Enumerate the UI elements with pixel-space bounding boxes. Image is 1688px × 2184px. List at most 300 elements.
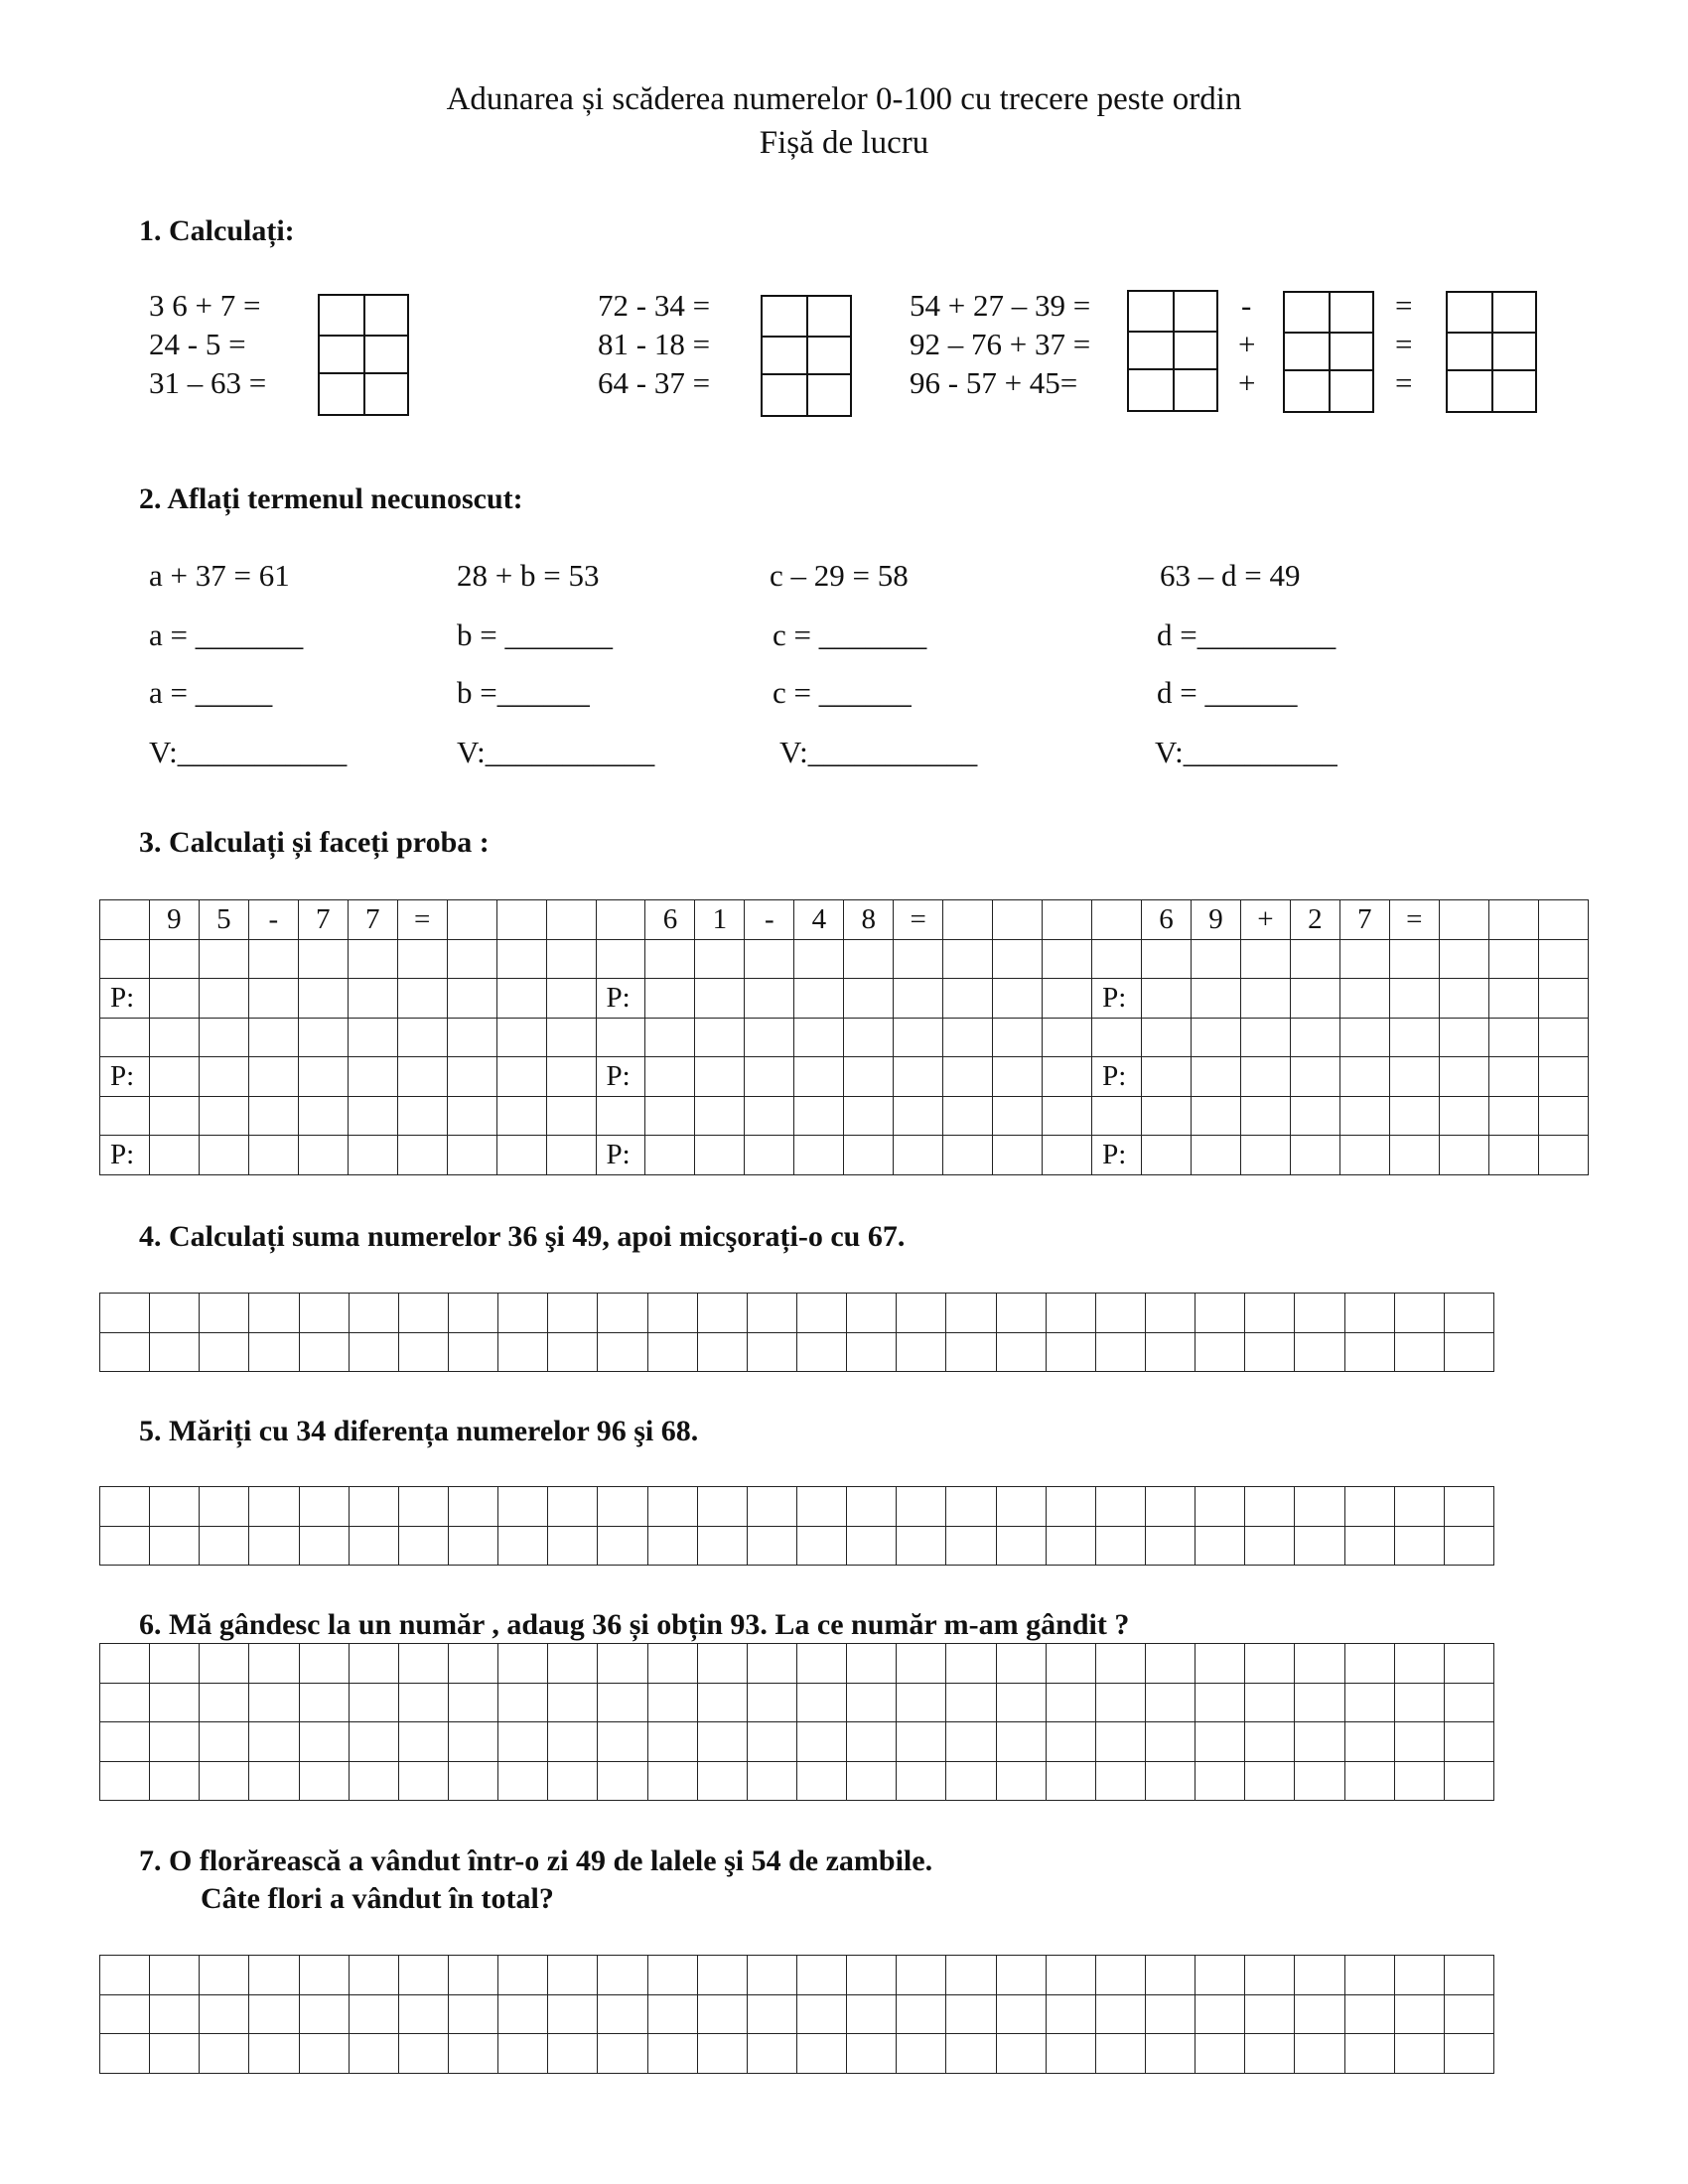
grid-cell[interactable]: 6	[645, 900, 695, 940]
grid-cell[interactable]	[1245, 1526, 1295, 1566]
grid-cell[interactable]	[200, 1294, 249, 1333]
grid-cell[interactable]	[1095, 1332, 1145, 1372]
grid-cell[interactable]	[1290, 979, 1339, 1019]
grid-cell[interactable]	[847, 1487, 897, 1527]
grid-cell[interactable]	[1444, 1487, 1493, 1527]
answer-line[interactable]: a = _______	[149, 617, 304, 652]
grid-cell[interactable]	[447, 979, 496, 1019]
grid-cell[interactable]	[448, 1487, 497, 1527]
grid-cell[interactable]	[897, 1683, 946, 1722]
grid-cell[interactable]	[598, 1294, 647, 1333]
grid-cell[interactable]	[1394, 1956, 1444, 1995]
grid-cell[interactable]	[349, 1994, 398, 2034]
grid-cell[interactable]	[1191, 979, 1240, 1019]
grid-cell[interactable]	[298, 1057, 348, 1097]
grid-cell[interactable]	[796, 1644, 846, 1684]
grid-cell[interactable]	[695, 939, 745, 979]
grid-cell[interactable]	[398, 1487, 448, 1527]
grid-cell[interactable]	[647, 1956, 697, 1995]
grid-cell[interactable]	[1290, 1057, 1339, 1097]
grid-cell[interactable]	[598, 2034, 647, 2074]
grid-cell[interactable]	[745, 1096, 794, 1136]
grid-cell[interactable]: 7	[298, 900, 348, 940]
grid-cell[interactable]	[1046, 2034, 1095, 2074]
grid-cell[interactable]	[398, 1332, 448, 1372]
grid-cell[interactable]	[150, 1722, 200, 1762]
grid-cell[interactable]	[1295, 1294, 1344, 1333]
grid-cell[interactable]	[496, 1136, 546, 1175]
grid-cell[interactable]	[1245, 2034, 1295, 2074]
grid-cell[interactable]	[1488, 979, 1538, 1019]
grid-cell[interactable]	[1196, 1683, 1245, 1722]
grid-cell[interactable]	[897, 1761, 946, 1801]
answer-line[interactable]: b = _______	[457, 617, 613, 652]
grid-cell[interactable]	[200, 1683, 249, 1722]
grid-cell[interactable]	[1488, 1136, 1538, 1175]
grid-cell[interactable]	[1344, 1332, 1394, 1372]
grid-cell[interactable]	[546, 1136, 596, 1175]
grid-cell[interactable]	[1394, 1761, 1444, 1801]
grid-cell[interactable]	[847, 1994, 897, 2034]
grid-cell[interactable]	[349, 1722, 398, 1762]
grid-cell[interactable]	[546, 939, 596, 979]
grid-cell[interactable]	[747, 1294, 796, 1333]
grid-cell[interactable]	[546, 900, 596, 940]
grid-cell[interactable]: 8	[844, 900, 894, 940]
grid-cell[interactable]	[1142, 1057, 1192, 1097]
grid-cell[interactable]: =	[397, 900, 447, 940]
grid-cell[interactable]	[349, 1332, 398, 1372]
grid-cell[interactable]	[1191, 1136, 1240, 1175]
grid-cell[interactable]	[1295, 1644, 1344, 1684]
grid-cell[interactable]	[397, 1018, 447, 1057]
answer-line[interactable]: d = ______	[1157, 675, 1298, 710]
grid-cell[interactable]	[498, 2034, 548, 2074]
grid-cell[interactable]	[249, 1761, 299, 1801]
grid-cell[interactable]	[100, 1096, 150, 1136]
grid-cell[interactable]	[1339, 1096, 1389, 1136]
grid-cell[interactable]	[598, 1683, 647, 1722]
grid-cell[interactable]	[1444, 1761, 1493, 1801]
grid-cell[interactable]	[299, 1294, 349, 1333]
grid-cell[interactable]	[1196, 1761, 1245, 1801]
grid-cell[interactable]	[1240, 1096, 1290, 1136]
grid-cell[interactable]	[149, 1096, 199, 1136]
grid-cell[interactable]	[447, 1018, 496, 1057]
grid-cell[interactable]	[794, 1096, 844, 1136]
grid-cell[interactable]	[1145, 1644, 1195, 1684]
grid-cell[interactable]	[298, 939, 348, 979]
grid-cell[interactable]	[199, 1096, 248, 1136]
grid-cell[interactable]	[149, 1018, 199, 1057]
grid-cell[interactable]	[747, 1644, 796, 1684]
grid-cell[interactable]	[1488, 1018, 1538, 1057]
grid-cell[interactable]	[1339, 939, 1389, 979]
grid-cell[interactable]	[1295, 1994, 1344, 2034]
grid-cell[interactable]	[448, 1526, 497, 1566]
grid-cell[interactable]	[647, 1487, 697, 1527]
grid-cell[interactable]	[1394, 1994, 1444, 2034]
grid-cell[interactable]	[1394, 1332, 1444, 1372]
grid-cell[interactable]	[796, 1761, 846, 1801]
grid-cell[interactable]	[897, 1294, 946, 1333]
grid-cell[interactable]	[897, 1994, 946, 2034]
grid-cell[interactable]	[1344, 1644, 1394, 1684]
grid-cell[interactable]	[993, 1057, 1043, 1097]
grid-cell[interactable]	[1394, 1526, 1444, 1566]
grid-cell[interactable]	[397, 979, 447, 1019]
grid-cell[interactable]	[447, 1057, 496, 1097]
grid-cell[interactable]	[1295, 1526, 1344, 1566]
grid-cell[interactable]	[249, 1956, 299, 1995]
grid-cell[interactable]	[598, 1644, 647, 1684]
grid-cell[interactable]	[996, 1722, 1046, 1762]
grid-cell[interactable]	[847, 1722, 897, 1762]
grid-cell[interactable]	[548, 1722, 598, 1762]
grid-cell[interactable]	[100, 1526, 150, 1566]
grid-cell[interactable]	[1439, 1136, 1488, 1175]
grid-cell[interactable]	[249, 1487, 299, 1527]
grid-cell[interactable]	[548, 2034, 598, 2074]
grid-cell[interactable]	[745, 1018, 794, 1057]
grid-cell[interactable]	[149, 939, 199, 979]
grid-cell[interactable]: -	[248, 900, 298, 940]
grid-cell[interactable]: 9	[1191, 900, 1240, 940]
grid-cell[interactable]	[1444, 1332, 1493, 1372]
grid-cell[interactable]	[1046, 1722, 1095, 1762]
grid-cell[interactable]	[1344, 1294, 1394, 1333]
grid-cell[interactable]	[645, 1018, 695, 1057]
grid-cell[interactable]	[697, 1722, 747, 1762]
answer-box[interactable]	[1446, 291, 1537, 413]
grid-cell[interactable]	[897, 1956, 946, 1995]
grid-cell[interactable]	[1538, 939, 1588, 979]
grid-cell[interactable]	[448, 1644, 497, 1684]
grid-cell[interactable]	[747, 1761, 796, 1801]
grid-cell[interactable]	[598, 1761, 647, 1801]
grid-cell[interactable]: +	[1240, 900, 1290, 940]
grid-cell[interactable]	[100, 1487, 150, 1527]
grid-cell[interactable]	[647, 1994, 697, 2034]
grid-cell[interactable]: 2	[1290, 900, 1339, 940]
grid-cell[interactable]	[695, 1057, 745, 1097]
grid-cell[interactable]	[398, 1526, 448, 1566]
grid-cell[interactable]	[745, 1136, 794, 1175]
grid-cell[interactable]	[596, 1096, 645, 1136]
grid-cell[interactable]	[1145, 1332, 1195, 1372]
grid-cell[interactable]	[349, 2034, 398, 2074]
grid-cell[interactable]	[1240, 1018, 1290, 1057]
grid-cell[interactable]	[398, 1994, 448, 2034]
grid-cell[interactable]	[996, 1487, 1046, 1527]
grid-cell[interactable]	[1538, 979, 1588, 1019]
grid-cell[interactable]	[1389, 939, 1439, 979]
grid-cell[interactable]	[596, 939, 645, 979]
grid-cell[interactable]	[248, 1136, 298, 1175]
answer-box[interactable]	[318, 294, 409, 416]
grid-cell[interactable]	[796, 1994, 846, 2034]
grid-cell[interactable]	[200, 2034, 249, 2074]
grid-cell[interactable]	[1145, 1761, 1195, 1801]
grid-cell[interactable]	[894, 1018, 943, 1057]
grid-cell[interactable]	[1295, 1761, 1344, 1801]
grid-cell[interactable]	[149, 1057, 199, 1097]
grid-cell[interactable]	[498, 1526, 548, 1566]
grid-cell[interactable]	[1092, 1018, 1142, 1057]
grid-cell[interactable]	[894, 1136, 943, 1175]
grid-cell[interactable]	[299, 1683, 349, 1722]
grid-cell[interactable]	[249, 1644, 299, 1684]
grid-cell[interactable]	[496, 1057, 546, 1097]
grid-cell[interactable]	[847, 1332, 897, 1372]
grid-cell[interactable]	[348, 1057, 397, 1097]
grid-cell[interactable]	[946, 1487, 996, 1527]
grid-cell[interactable]	[1488, 1057, 1538, 1097]
grid-cell[interactable]	[1439, 979, 1488, 1019]
grid-cell[interactable]	[1196, 1644, 1245, 1684]
grid-cell[interactable]	[298, 979, 348, 1019]
grid-cell[interactable]	[299, 1526, 349, 1566]
grid-cell[interactable]	[1095, 1956, 1145, 1995]
grid-cell[interactable]	[398, 1722, 448, 1762]
grid-cell[interactable]	[645, 979, 695, 1019]
grid-cell[interactable]	[946, 1722, 996, 1762]
grid-cell[interactable]	[897, 2034, 946, 2074]
grid-cell[interactable]	[1046, 1994, 1095, 2034]
grid-cell[interactable]	[1142, 1018, 1192, 1057]
grid-cell[interactable]	[498, 1956, 548, 1995]
grid-cell[interactable]	[1145, 1722, 1195, 1762]
grid-cell[interactable]	[1196, 1722, 1245, 1762]
grid-cell[interactable]	[548, 1644, 598, 1684]
grid-cell[interactable]	[200, 1761, 249, 1801]
grid-cell[interactable]	[150, 1683, 200, 1722]
grid-cell[interactable]	[1290, 1136, 1339, 1175]
grid-cell[interactable]	[1046, 1956, 1095, 1995]
grid-cell[interactable]	[349, 1526, 398, 1566]
grid-cell[interactable]	[1043, 1096, 1092, 1136]
grid-cell[interactable]	[100, 1332, 150, 1372]
grid-cell[interactable]	[1142, 979, 1192, 1019]
grid-cell[interactable]	[1196, 1332, 1245, 1372]
grid-cell[interactable]	[695, 979, 745, 1019]
grid-cell[interactable]	[249, 1722, 299, 1762]
grid-cell[interactable]	[747, 1332, 796, 1372]
grid-cell[interactable]	[1538, 1057, 1588, 1097]
grid-cell[interactable]	[100, 1294, 150, 1333]
grid-cell[interactable]	[697, 1294, 747, 1333]
grid-cell[interactable]	[249, 1332, 299, 1372]
grid-cell[interactable]	[847, 1644, 897, 1684]
grid-cell[interactable]	[993, 1096, 1043, 1136]
grid-cell[interactable]	[647, 1761, 697, 1801]
grid-cell[interactable]	[100, 1722, 150, 1762]
grid-cell[interactable]	[1095, 2034, 1145, 2074]
grid-cell[interactable]	[1240, 979, 1290, 1019]
grid-cell[interactable]	[645, 1057, 695, 1097]
grid-cell[interactable]	[1092, 900, 1142, 940]
grid-cell[interactable]	[100, 1994, 150, 2034]
grid-cell[interactable]	[796, 1722, 846, 1762]
grid-cell[interactable]	[200, 1644, 249, 1684]
grid-cell[interactable]	[598, 1332, 647, 1372]
grid-cell[interactable]: 4	[794, 900, 844, 940]
grid-cell[interactable]	[448, 1994, 497, 2034]
grid-cell[interactable]	[448, 1956, 497, 1995]
grid-cell[interactable]	[200, 1994, 249, 2034]
grid-cell[interactable]	[298, 1136, 348, 1175]
grid-cell[interactable]	[943, 979, 993, 1019]
grid-cell[interactable]	[647, 1722, 697, 1762]
grid-cell[interactable]	[1444, 2034, 1493, 2074]
grid-cell[interactable]	[1394, 2034, 1444, 2074]
grid-cell[interactable]	[1389, 1096, 1439, 1136]
grid-cell[interactable]	[1394, 1487, 1444, 1527]
grid-cell[interactable]	[847, 1526, 897, 1566]
grid-cell[interactable]	[299, 2034, 349, 2074]
grid-cell[interactable]	[448, 2034, 497, 2074]
grid-cell[interactable]	[946, 1956, 996, 1995]
grid-cell[interactable]	[897, 1487, 946, 1527]
grid-cell[interactable]	[697, 1761, 747, 1801]
grid-cell[interactable]	[1394, 1683, 1444, 1722]
grid-cell[interactable]	[150, 1526, 200, 1566]
grid-cell[interactable]	[100, 1018, 150, 1057]
grid-cell[interactable]	[1046, 1526, 1095, 1566]
grid-cell[interactable]	[645, 1096, 695, 1136]
grid-cell[interactable]	[150, 1956, 200, 1995]
grid-cell[interactable]: 6	[1142, 900, 1192, 940]
grid-cell[interactable]	[794, 1057, 844, 1097]
grid-cell[interactable]	[397, 939, 447, 979]
grid-cell[interactable]	[847, 1294, 897, 1333]
grid-cell[interactable]	[1439, 1018, 1488, 1057]
grid-cell[interactable]	[199, 1057, 248, 1097]
grid-cell[interactable]	[348, 979, 397, 1019]
grid-cell[interactable]	[299, 1487, 349, 1527]
grid-cell[interactable]	[1339, 979, 1389, 1019]
grid-cell[interactable]	[996, 1294, 1046, 1333]
grid-cell[interactable]	[697, 1994, 747, 2034]
grid-cell[interactable]	[448, 1294, 497, 1333]
grid-cell[interactable]	[946, 1526, 996, 1566]
grid-cell[interactable]	[1439, 939, 1488, 979]
grid-cell[interactable]	[897, 1526, 946, 1566]
grid-cell[interactable]	[100, 1956, 150, 1995]
grid-cell[interactable]	[996, 1956, 1046, 1995]
grid-cell[interactable]	[1145, 1526, 1195, 1566]
grid-cell[interactable]	[200, 1332, 249, 1372]
grid-cell[interactable]	[1145, 1683, 1195, 1722]
grid-cell[interactable]	[1344, 1683, 1394, 1722]
grid-cell[interactable]	[398, 1683, 448, 1722]
grid-cell[interactable]	[993, 900, 1043, 940]
grid-cell[interactable]	[844, 1136, 894, 1175]
grid-cell[interactable]	[993, 1018, 1043, 1057]
grid-cell[interactable]	[1394, 1722, 1444, 1762]
grid-cell[interactable]	[598, 1487, 647, 1527]
grid-cell[interactable]	[747, 1487, 796, 1527]
answer-line[interactable]: c = ______	[773, 675, 912, 710]
grid-cell[interactable]	[298, 1096, 348, 1136]
grid-cell[interactable]	[695, 1018, 745, 1057]
grid-cell[interactable]	[844, 979, 894, 1019]
grid-cell[interactable]	[348, 1096, 397, 1136]
grid-cell[interactable]	[548, 1956, 598, 1995]
grid-cell[interactable]	[546, 1096, 596, 1136]
grid-cell[interactable]	[1196, 1994, 1245, 2034]
grid-cell[interactable]	[447, 1136, 496, 1175]
grid-cell[interactable]	[1245, 1956, 1295, 1995]
grid-cell[interactable]	[1344, 1487, 1394, 1527]
grid-cell[interactable]	[1095, 1722, 1145, 1762]
grid-cell[interactable]	[796, 1294, 846, 1333]
grid-cell[interactable]	[348, 939, 397, 979]
grid-cell[interactable]	[1344, 1956, 1394, 1995]
grid-cell[interactable]	[996, 1526, 1046, 1566]
grid-cell[interactable]	[1191, 1096, 1240, 1136]
grid-cell[interactable]	[1095, 1683, 1145, 1722]
grid-cell[interactable]	[1344, 1722, 1394, 1762]
grid-cell[interactable]	[794, 1136, 844, 1175]
grid-cell[interactable]	[1142, 939, 1192, 979]
grid-cell[interactable]	[844, 1057, 894, 1097]
grid-cell[interactable]	[1444, 1526, 1493, 1566]
grid-cell[interactable]	[150, 1332, 200, 1372]
grid-cell[interactable]	[149, 979, 199, 1019]
grid-cell[interactable]	[150, 1487, 200, 1527]
grid-cell[interactable]	[498, 1294, 548, 1333]
grid-cell[interactable]	[1444, 1683, 1493, 1722]
grid-cell[interactable]	[1295, 1956, 1344, 1995]
grid-cell[interactable]	[996, 1994, 1046, 2034]
grid-cell[interactable]	[598, 1956, 647, 1995]
grid-cell[interactable]	[1488, 1096, 1538, 1136]
grid-cell[interactable]	[1095, 1294, 1145, 1333]
grid-cell[interactable]	[1043, 939, 1092, 979]
grid-cell[interactable]	[1095, 1526, 1145, 1566]
grid-cell[interactable]	[548, 1683, 598, 1722]
grid-cell[interactable]	[1043, 1136, 1092, 1175]
grid-cell[interactable]	[1196, 1956, 1245, 1995]
grid-cell[interactable]	[100, 900, 150, 940]
verification-line[interactable]: V:___________	[149, 735, 348, 769]
grid-cell[interactable]	[596, 1018, 645, 1057]
grid-cell[interactable]	[943, 1136, 993, 1175]
grid-cell[interactable]	[897, 1644, 946, 1684]
grid-cell[interactable]	[496, 900, 546, 940]
grid-cell[interactable]	[847, 1761, 897, 1801]
grid-cell[interactable]	[1245, 1332, 1295, 1372]
grid-cell[interactable]	[1444, 1994, 1493, 2034]
grid-cell[interactable]	[496, 939, 546, 979]
grid-cell[interactable]	[745, 939, 794, 979]
grid-cell[interactable]	[397, 1096, 447, 1136]
grid-cell[interactable]	[1339, 1136, 1389, 1175]
grid-cell[interactable]	[548, 1294, 598, 1333]
grid-cell[interactable]: 7	[1339, 900, 1389, 940]
grid-cell[interactable]	[1538, 1018, 1588, 1057]
grid-cell[interactable]	[745, 979, 794, 1019]
grid-cell[interactable]: 9	[149, 900, 199, 940]
grid-cell[interactable]: -	[745, 900, 794, 940]
grid-cell[interactable]	[847, 1956, 897, 1995]
grid-cell[interactable]	[1191, 1018, 1240, 1057]
grid-cell[interactable]	[448, 1683, 497, 1722]
grid-cell[interactable]	[447, 939, 496, 979]
grid-cell[interactable]	[498, 1332, 548, 1372]
grid-cell[interactable]	[1043, 979, 1092, 1019]
